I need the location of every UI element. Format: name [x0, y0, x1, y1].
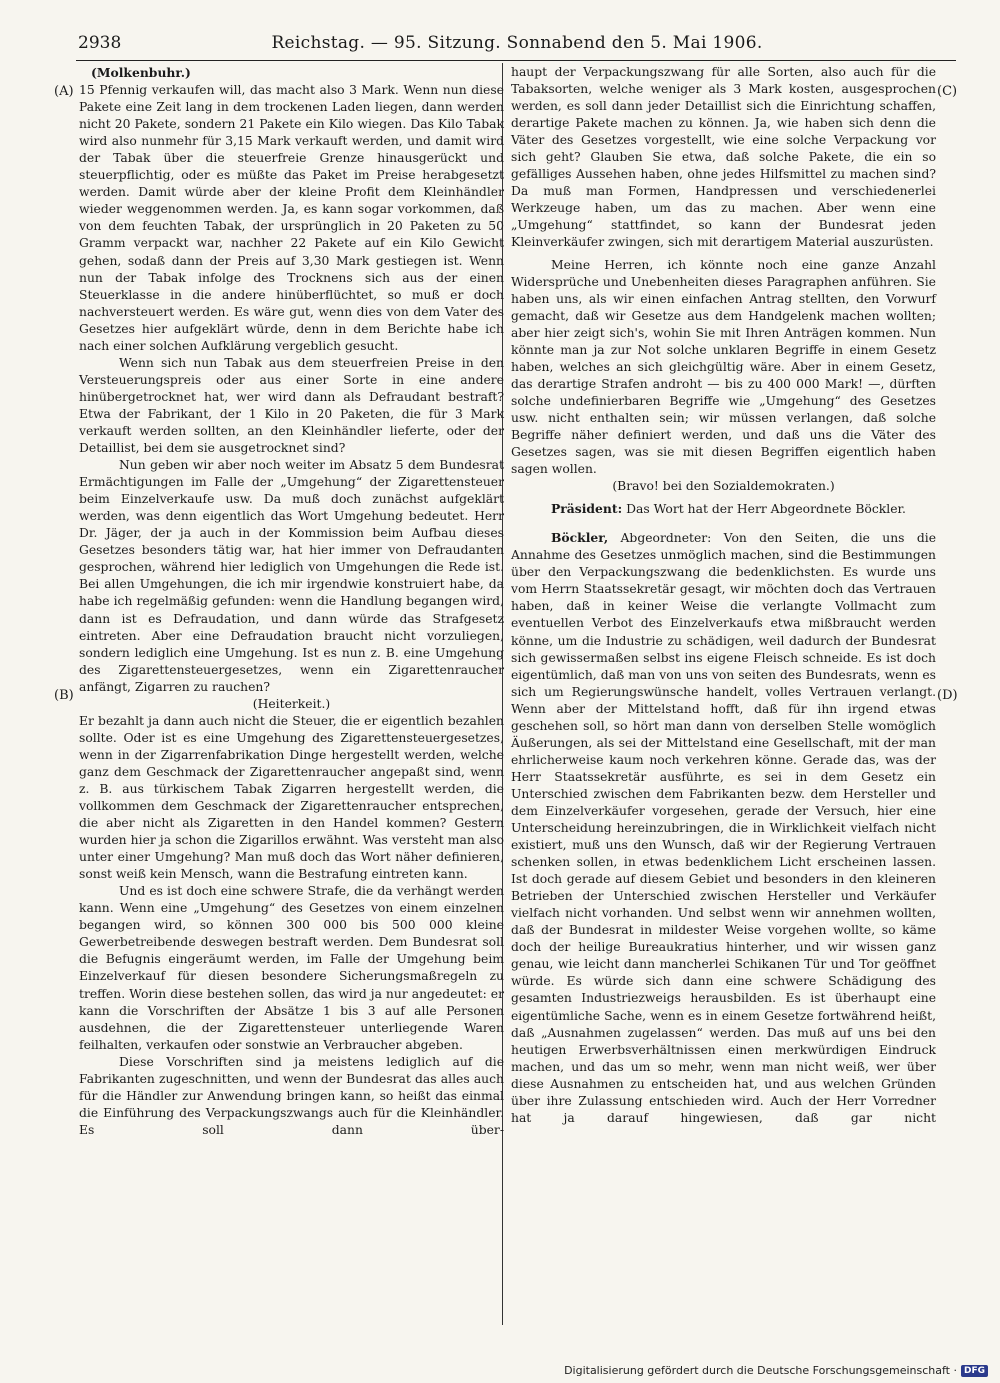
digitization-credit	[564, 1364, 988, 1377]
header-rule	[76, 60, 956, 61]
page-number: 2938	[78, 33, 122, 53]
margin-marker-a: (A)	[54, 84, 74, 99]
paragraph: Nun geben wir aber noch weiter im Absatz 5 dem Bundesrat Ermächtigungen im Falle der „Umgehung“ der Zigarettensteuer beim Einzelverkaufe usw. Da muß doch zunächst aufgeklärt werden, was denn eigentlich das Wort Umgehung bedeutet. Herr Dr. Jäger, der ja auch in der Kommission beim Aufbau dieses Gesetzes besonders tätig war, hat hier immer von Defraudanten gesprochen, während hier lediglich von Umgehungen die Rede ist. Bei allen Umgehungen, die ich mir irgendwie konstruiert habe, da habe ich regelmäßig gefunden: wenn die Handlung begangen wird, dann ist es Defraudation, und dann würde das Strafgesetz eintreten. Aber eine Defraudation braucht nicht vorzuliegen, sondern lediglich eine Umgehung. Ist es nun z. B. eine Umgehung des Zigarettensteuergesetzes, wenn ein Zigarettenraucher anfängt, Zigarren zu rauchen?	[79, 458, 504, 694]
paragraph: Meine Herren, ich könnte noch eine ganze Anzahl Widersprüche und Unebenheiten dieses Paragraphen anführen. Sie haben uns, als wir einen einfachen Antrag stellten, den Vorwurf gemacht, daß wir Gesetze aus dem Handgelenk machen wollten; aber hier zeigt sich's, wohin Sie mit Ihren Anträgen kommen. Nun könnte man ja zur Not solche unklaren Begriffe in einem Gesetz haben, welches an sich gleichgültig wäre. Aber in einem Gesetz, das derartige Strafen androht — bis zu 400 000 Mark! —, dürften solche undefinierbaren Begriffe wie „Umgehung“ des Gesetzes usw. nicht enthalten sein; wir müssen verlangen, daß solche Begriffe näher definiert werden, und daß uns die Väter des Gesetzes sagen, was sie mit diesen Begriffen eigentlich haben sagen wollen.	[511, 257, 936, 477]
paragraph: Und es ist doch eine schwere Strafe, die da verhängt werden kann. Wenn eine „Umgehung“ des Gesetzes von einem einzelnen begangen wird, so können 300 000 bis 500 000 kleine Gewerbetreibende deswegen bestraft werden. Dem Bundesrat soll die Befugnis eingeräumt werden, im Falle der Umgehung beim Einzelverkauf für diesen besondere Sicherungsmaßregeln zu treffen. Worin diese bestehen sollen, das wird ja nur angedeutet: er kann die Vorschriften der Absätze 1 bis 3 auf alle Personen ausdehnen, die der Zigarettensteuer unterliegende Waren feilhalten, verkaufen oder sonstwie an Verbraucher abgeben.	[79, 884, 504, 1052]
speaker-continuation-text: (Molkenbuhr.)	[91, 65, 191, 80]
running-title: Reichstag. — 95. Sitzung. Sonnabend den 5. Mai 1906.	[271, 33, 763, 53]
paragraph: Diese Vorschriften sind ja meistens lediglich auf die Fabrikanten zugeschnitten, und wenn der Bundesrat das alles auch für die Händler zur Anwendung bringen kann, so heißt das einmal die Einführung des Verpackungszwangs auch für die Kleinhändler. Es soll dann über-	[79, 1054, 504, 1137]
paragraph: 15 Pfennig verkaufen will, das macht also 3 Mark. Wenn nun diese Pakete eine Zeit lang in dem trockenen Laden liegen, dann werden nicht 20 Pakete, sondern 21 Pakete ein Kilo wiegen. Das Kilo Tabak wird also nunmehr für 3,15 Mark verkauft werden, und damit wird der Tabak über die steuerfreie Grenze hinausgerückt und steuerpflichtig, oder es müßte das Paket im Preise herabgesetzt werden. Damit würde aber der kleine Profit dem Kleinhändler wieder weggenommen werden. Ja, es kann sogar vorkommen, daß von dem feuchten Tabak, der ursprünglich in 20 Paketen zu 50 Gramm verpackt war, nachher 22 Pakete auf ein Kilo Gewicht gehen, sodaß dann der Preis auf 3,30 Mark gestiegen ist. Wenn nun der Tabak infolge des Trocknens sich aus der einen Steuerklasse in die andere hinüberflüchtet, so muß er doch nachversteuert werden. Es wäre gut, wenn dies von dem Vater des Gesetzes hier aufgeklärt würde, denn in dem Berichte habe ich nach einer solchen Aufklärung vergeblich gesucht.	[79, 83, 504, 353]
president-text: Das Wort hat der Herr Abgeordnete Böckler.	[622, 502, 906, 517]
speaker-continuation	[79, 64, 504, 82]
speech-text: Von den Seiten, die uns die Annahme des Gesetzes unmöglich machen, sind die Bestimmungen über den Verpackungszwang die bedenklichsten. Es wurde uns vom Herrn Staatssekretär gesagt, wir möchten doch das Vertrauen haben, daß in keiner Weise die verlangte Vollmacht zum eventuellen Verbot des Einzelverkaufs etwa mißbraucht werden könne, um die Industrie zu schädigen, weil dadurch der Bundesrat sich gewissermaßen selbst ins eigene Fleisch schneide. Es ist doch eigentümlich, daß man von uns von seiten des Bundesrats, wenn es sich um Regierungswünsche handelt, volles Vertrauen verlangt. Wenn aber der Mittelstand hofft, daß für ihn irgend etwas geschehen soll, so hört man dann von derselben Stelle womöglich Äußerungen, als sei der Mittelstand eine Gesellschaft, mit der man ehrlicherweise kaum noch verkehren könne. Gerade das, was der Herr Staatssekretär ausführte, es sei in dem Gesetz ein Unterschied zwischen dem Fabrikanten bezw. dem Hersteller und dem Einzelverkäufer vorgesehen, gerade der Versuch, hier eine Unterscheidung hereinzubringen, die in Wirklichkeit vielfach nicht existiert, muß uns den Wunsch, daß wir der Regierung Vertrauen schenken sollen, in etwas bedenklichem Licht erscheinen lassen. Ist doch gerade auf diesem Gebiet und besonders in den kleineren Betrieben der Unterschied zwischen Hersteller und Verkäufer vielfach nicht vorhanden. Und selbst wenn wir annehmen wollten, daß der Bundesrat in mildester Weise vorgehen wollte, so käme doch der heilige Bureaukratius hinterher, und wir wissen ganz genau, wie leicht dann mancherlei Schikanen Tür und Tor geöffnet würde. Es würde sich dann eine schwere Schädigung des gesamten Industriezweigs herausbilden. Es ist überhaupt eine eigentümliche Sache, wenn es in einem Gesetze fortwährend heißt, daß „Ausnahmen zugelassen“ werden. Das muß auf uns bei den heutigen Erwerbsverhältnissen einen merkwürdigen Eindruck machen, und das um so mehr, wenn man nicht weiß, wer über diese Ausnahmen zu entscheiden hat, und aus welchen Gründen über ihre Zulassung entschieden wird. Auch der Herr Vorredner hat ja darauf hingewiesen, daß gar nicht	[511, 531, 936, 1125]
paragraph: haupt der Verpackungszwang für alle Sorten, also auch für die Tabaksorten, welche weniger als 3 Mark kosten, ausgesprochen werden, es soll dann jeder Detaillist sich die Einrichtung schaffen, derartige Pakete machen zu können. Ja, wie haben sich denn die Väter des Gesetzes vorgestellt, wie eine solche Verpackung vor sich geht? Glauben Sie etwa, daß solche Pakete, die ein so gefälliges Aussehen haben, ohne jedes Hilfsmittel zu machen sind? Da muß man Formen, Handpressen und verschiedenerlei Werkzeuge haben, um das zu machen. Aber wenn eine „Umgehung“ stattfindet, so kann der Bundesrat jeden Kleinverkäufer zwingen, sich mit derartigem Material auszurüsten.	[511, 65, 936, 250]
left-column	[79, 64, 504, 1139]
margin-marker-c: (C)	[937, 84, 958, 99]
right-column	[511, 64, 936, 1127]
president-paragraph	[511, 500, 936, 518]
page-header	[78, 33, 956, 59]
paragraph: Wenn sich nun Tabak aus dem steuerfreien Preise in den Versteuerungspreis oder aus einer Sorte in eine andere hinübergetrocknet hat, wer wird dann als Defraudant bestraft? Etwa der Fabrikant, der 1 Kilo in 20 Paketen, die für 3 Mark verkauft werden sollten, an den Kleinhändler lieferte, oder der Detaillist, bei dem sie ausgetrocknet sind?	[79, 355, 504, 456]
speaker-name-president: Präsident:	[551, 501, 623, 517]
margin-marker-b: (B)	[54, 688, 74, 703]
dfg-logo: DFG	[961, 1365, 988, 1377]
speaker-role: Abgeordneter:	[608, 531, 712, 546]
margin-marker-d: (D)	[937, 688, 958, 703]
boeckler-speech	[511, 529, 936, 1127]
interjection: (Heiterkeit.)	[252, 696, 331, 711]
interjection: (Bravo! bei den Sozialdemokraten.)	[612, 479, 835, 494]
speaker-name-boeckler: Böckler,	[551, 530, 609, 546]
credit-text: Digitalisierung gefördert durch die Deutsche Forschungsgemeinschaft ·	[564, 1364, 957, 1377]
paragraph: Er bezahlt ja dann auch nicht die Steuer, die er eigentlich bezahlen sollte. Oder ist es eine Umgehung des Zigarettensteuergesetzes, wenn in der Zigarrenfabrikation Dinge hergestellt werden, welche ganz dem Geschmack der Zigarettenraucher angepaßt sind, wenn z. B. aus türkischem Tabak Zigarren hergestellt werden, die vollkommen dem Geschmack der Zigarettenraucher entsprechen, die aber nicht als Zigaretten in den Handel kommen? Gestern wurden hier ja schon die Zigarillos erwähnt. Was versteht man also unter einer Umgehung? Man muß doch das Wort näher definieren, sonst weiß kein Mensch, wann die Bestrafung eintreten kann.	[79, 713, 504, 882]
